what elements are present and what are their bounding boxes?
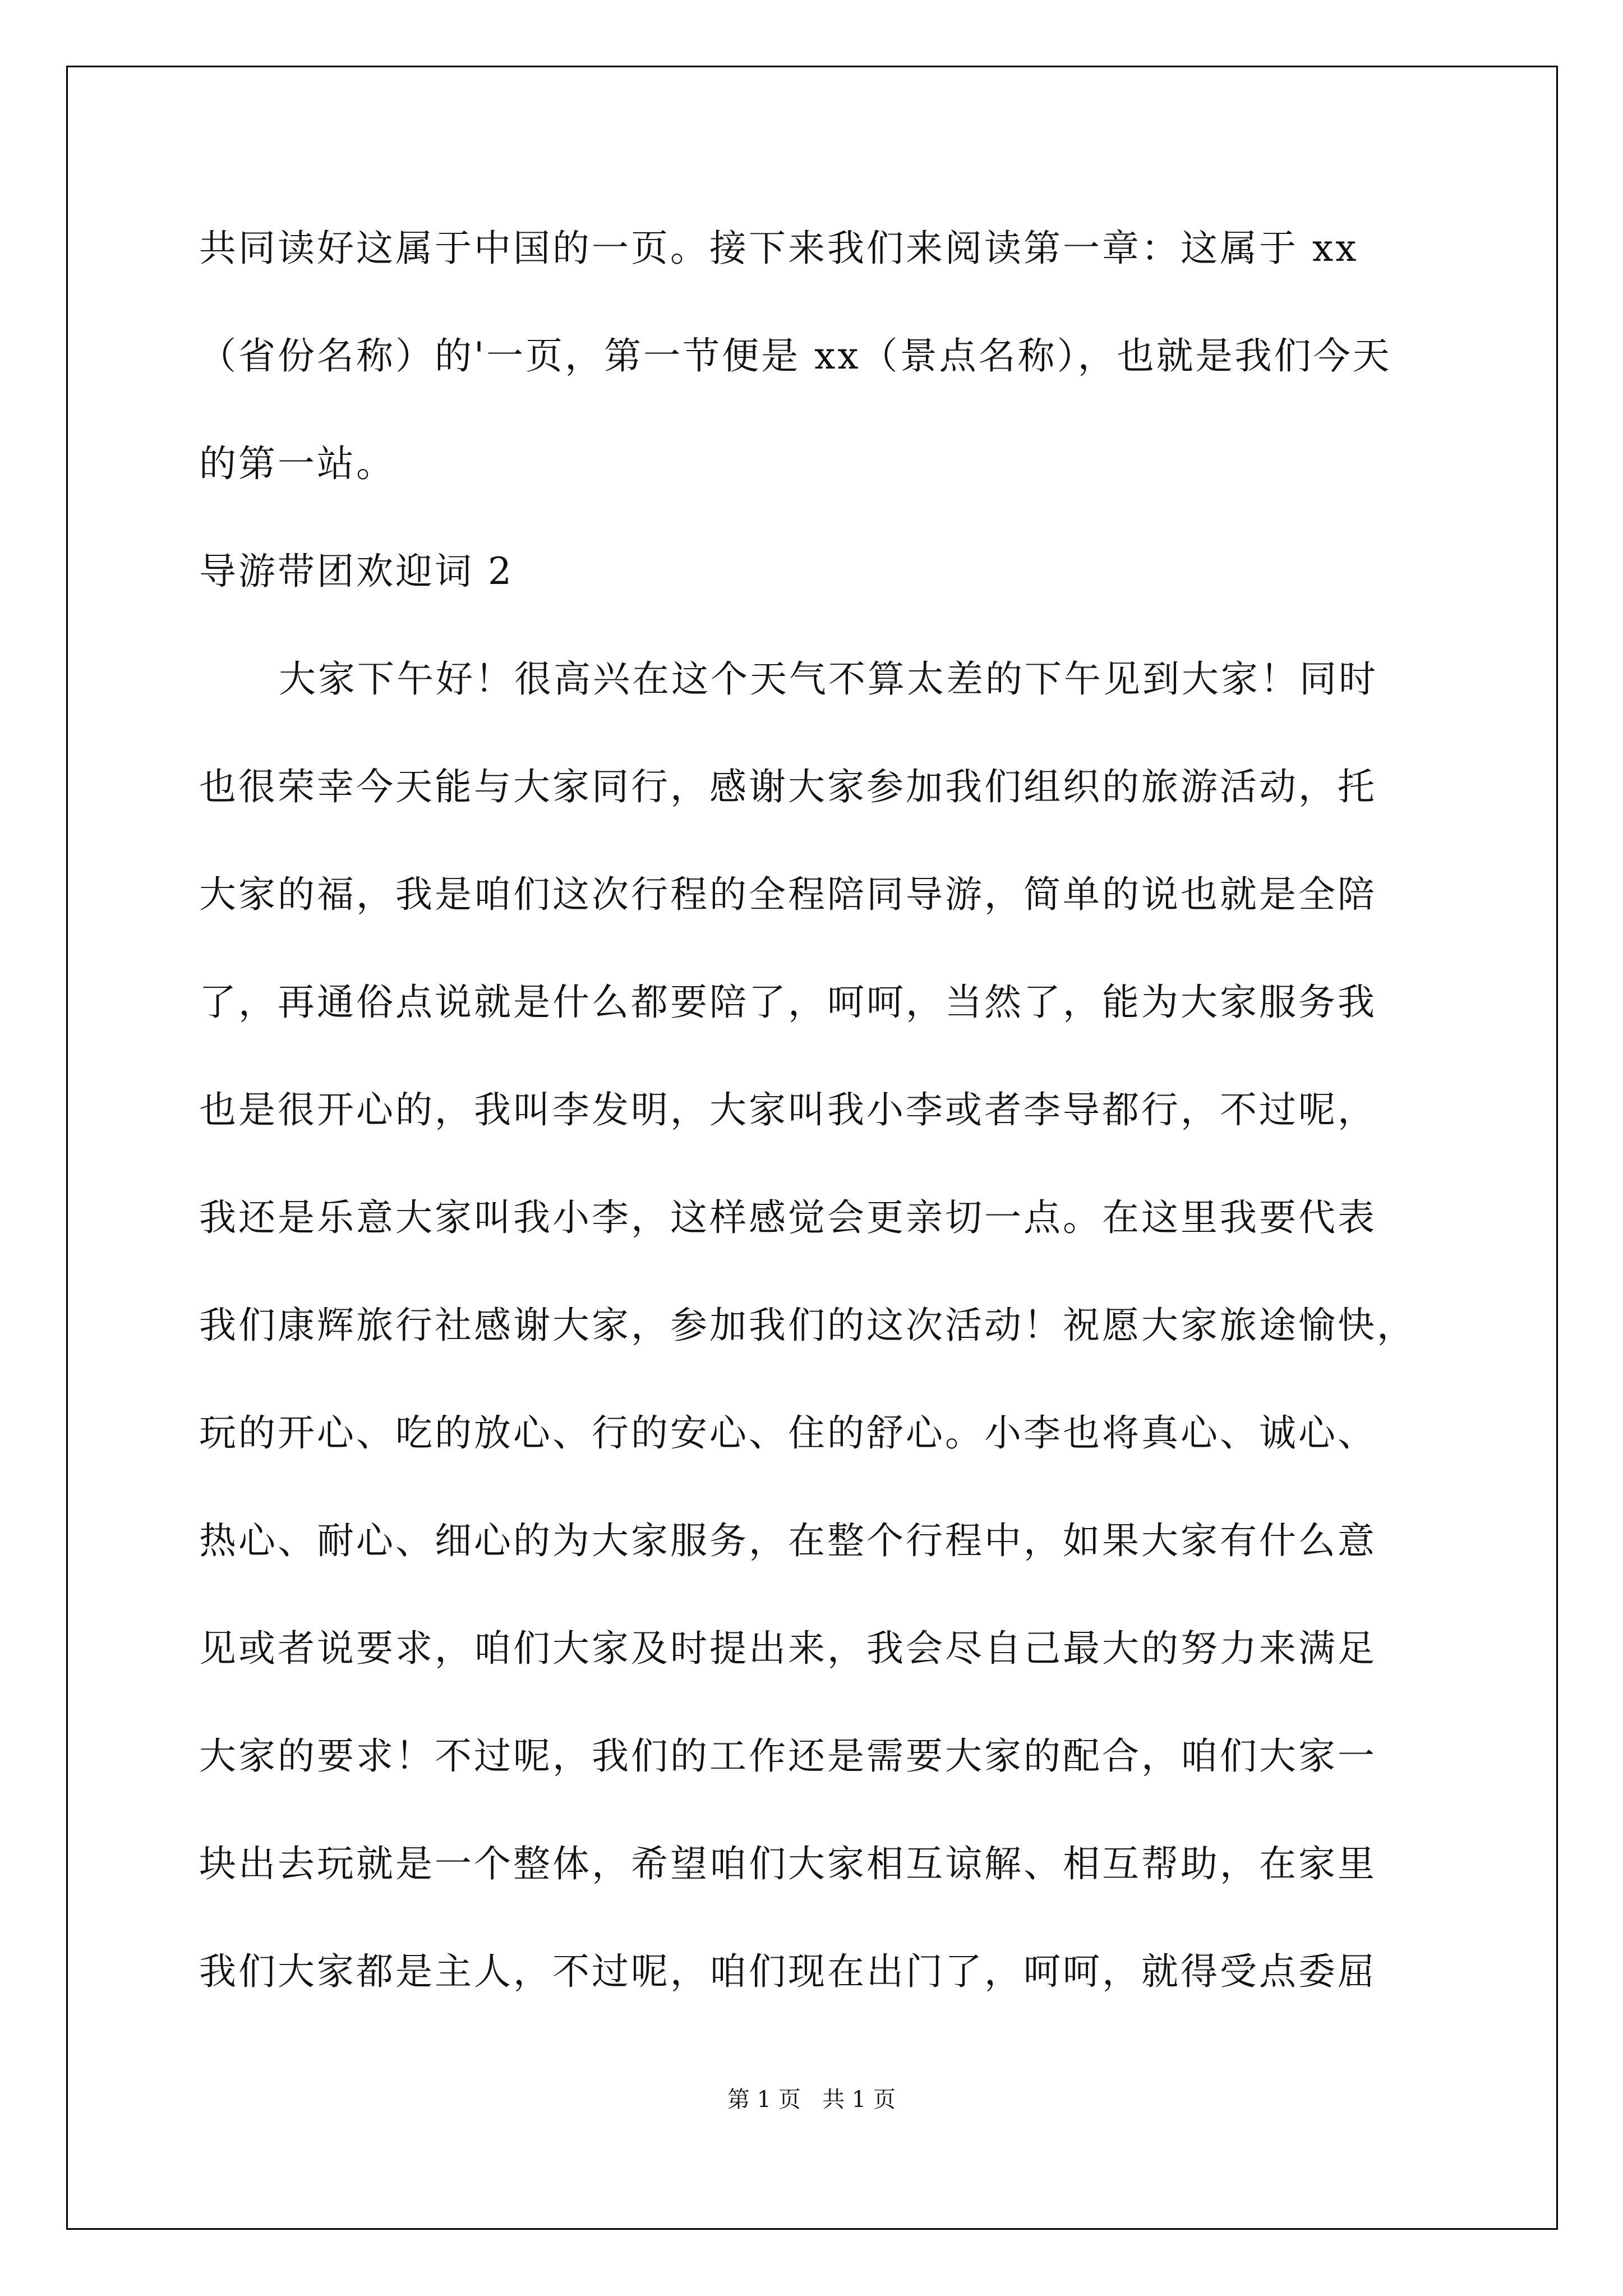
paragraph-first-line: 大家下午好！很高兴在这个天气不算太差的下午见到大家！同时 [279, 657, 1378, 701]
text-line: （省份名称）的'一页，第一节便是 xx（景点名称），也就是我们今天 [199, 334, 1392, 378]
text-line: 玩的开心、吃的放心、行的安心、住的舒心。小李也将真心、诚心、 [199, 1411, 1377, 1455]
text-line: 热心、耐心、细心的为大家服务，在整个行程中，如果大家有什么意 [199, 1519, 1377, 1562]
document-body [199, 222, 1438, 2053]
text-line: 我们康辉旅行社感谢大家，参加我们的这次活动！祝愿大家旅途愉快， [199, 1304, 1416, 1347]
text-line: 共同读好这属于中国的一页。接下来我们来阅读第一章：这属于 xx [199, 227, 1359, 270]
text-line: 的第一站。 [199, 442, 395, 485]
section-heading: 导游带团欢迎词 2 [199, 550, 514, 593]
text-line: 也很荣幸今天能与大家同行，感谢大家参加我们组织的旅游活动，托 [199, 765, 1377, 808]
text-line: 也是很开心的，我叫李发明，大家叫我小李或者李导都行，不过呢， [199, 1088, 1377, 1131]
text-line: 大家的福，我是咱们这次行程的全程陪同导游，简单的说也就是全陪 [199, 873, 1377, 916]
text-line: 了，再通俗点说就是什么都要陪了，呵呵，当然了，能为大家服务我 [199, 981, 1377, 1024]
page-footer: 第 1 页 共 1 页 [727, 2087, 896, 2113]
text-line: 我还是乐意大家叫我小李，这样感觉会更亲切一点。在这里我要代表 [199, 1196, 1377, 1239]
text-line: 我们大家都是主人，不过呢，咱们现在出门了，呵呵，就得受点委屈 [199, 1950, 1377, 1993]
text-line: 块出去玩就是一个整体，希望咱们大家相互谅解、相互帮助，在家里 [199, 1842, 1377, 1885]
text-line: 见或者说要求，咱们大家及时提出来，我会尽自己最大的努力来满足 [199, 1627, 1377, 1670]
text-line: 大家的要求！不过呢，我们的工作还是需要大家的配合，咱们大家一 [199, 1734, 1377, 1778]
